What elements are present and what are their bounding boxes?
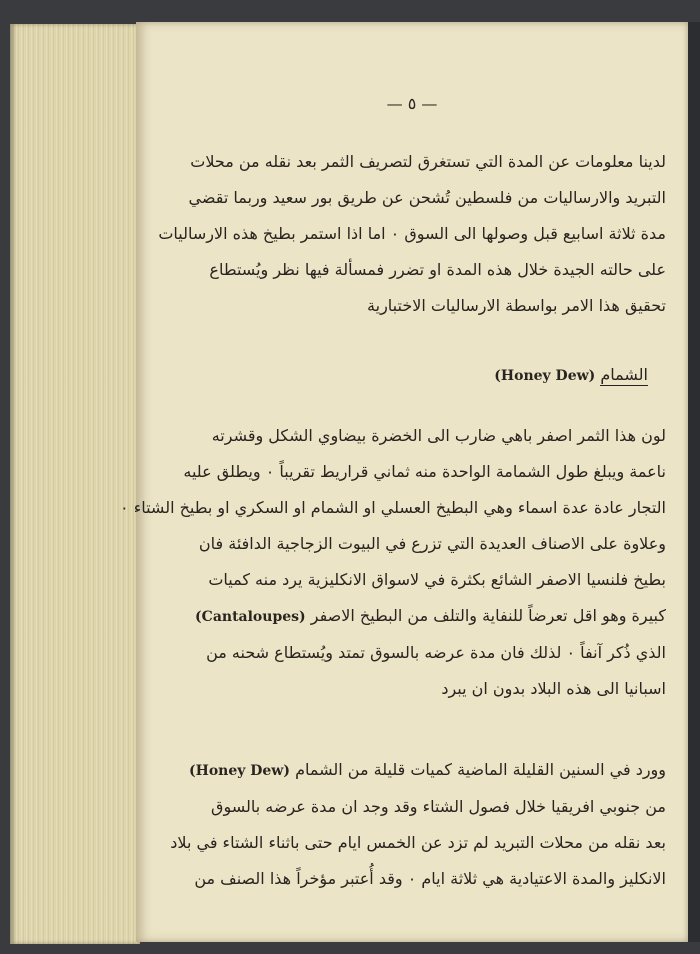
text-line-with-term: [176, 598, 666, 635]
text-line: التجار عادة عدة اسماء وهي البطيخ العسلي او الشمام او السكري او بطيخ الشتاء ٠: [120, 498, 666, 517]
page-number: — ٥ —: [386, 94, 438, 113]
english-term-cantaloupes: (Cantaloupes): [195, 609, 306, 625]
text-line: مدة ثلاثة اسابيع قبل وصولها الى السوق ٠ اما اذا استمر بطيخ هذه الارساليات: [158, 224, 666, 243]
section-heading: [494, 360, 648, 391]
text-line: الانكليز والمدة الاعتيادية هي ثلاثة ايام ٠ وقد أُعتبر مؤخراً هذا الصنف من: [194, 869, 666, 888]
scan-border: [688, 22, 700, 942]
text-line-part: كبيرة وهو اقل تعرضاً للنفاية والتلف من البطيخ الاصفر: [310, 606, 666, 625]
text-line: بعد نقله من محلات التبريد لم تزد عن الخمس ايام حتى باثناء الشتاء في بلاد: [170, 833, 666, 852]
book-page: [120, 22, 688, 942]
text-line: لون هذا الثمر اصفر باهي ضارب الى الخضرة بيضاوي الشكل وقشرته: [211, 426, 666, 445]
heading-arabic: الشمام: [600, 365, 648, 384]
text-line: ناعمة ويبلغ طول الشمامة الواحدة منه ثماني قراريط تقريباً ٠ ويطلق عليه: [183, 462, 666, 481]
text-line: لدينا معلومات عن المدة التي تستغرق لتصريف الثمر بعد نقله من محلات: [190, 152, 666, 171]
text-line: وعلاوة على الاصناف العديدة التي تزرع في البيوت الزجاجية الدافئة فان: [198, 534, 666, 553]
text-line: على حالته الجيدة خلال هذه المدة او تضرر فمسألة فيها نظر ويُستطاع: [209, 260, 666, 279]
english-term-honey-dew: (Honey Dew): [188, 763, 290, 779]
text-line: اسبانيا الى هذه البلاد بدون ان يبرد: [441, 679, 666, 698]
text-line: الذي ذُكر آنفاً ٠ لذلك فان مدة عرضه بالسوق تمتد ويُستطاع شحنه من: [206, 643, 666, 662]
paragraph-3: [170, 752, 666, 897]
text-line-with-term: [176, 752, 666, 789]
page-edges: [10, 24, 140, 944]
text-line: التبريد والارساليات من فلسطين تُشحن عن طريق بور سعيد وربما تقضي: [188, 188, 666, 207]
paragraph-2: [120, 418, 666, 707]
text-line: من جنوبي افريقيا خلال فصول الشتاء وقد وجد ان مدة عرضه بالسوق: [211, 797, 666, 816]
heading-english: (Honey Dew): [494, 368, 596, 384]
text-line-part: وورد في السنين القليلة الماضية كميات قليلة من الشمام: [295, 760, 666, 779]
text-line: بطيخ فلنسيا الاصفر الشائع بكثرة في لاسواق الانكليزية يرد منه كميات: [208, 570, 666, 589]
paragraph-1: [158, 144, 666, 324]
text-line: تحقيق هذا الامر بواسطة الارساليات الاختبارية: [367, 296, 666, 315]
